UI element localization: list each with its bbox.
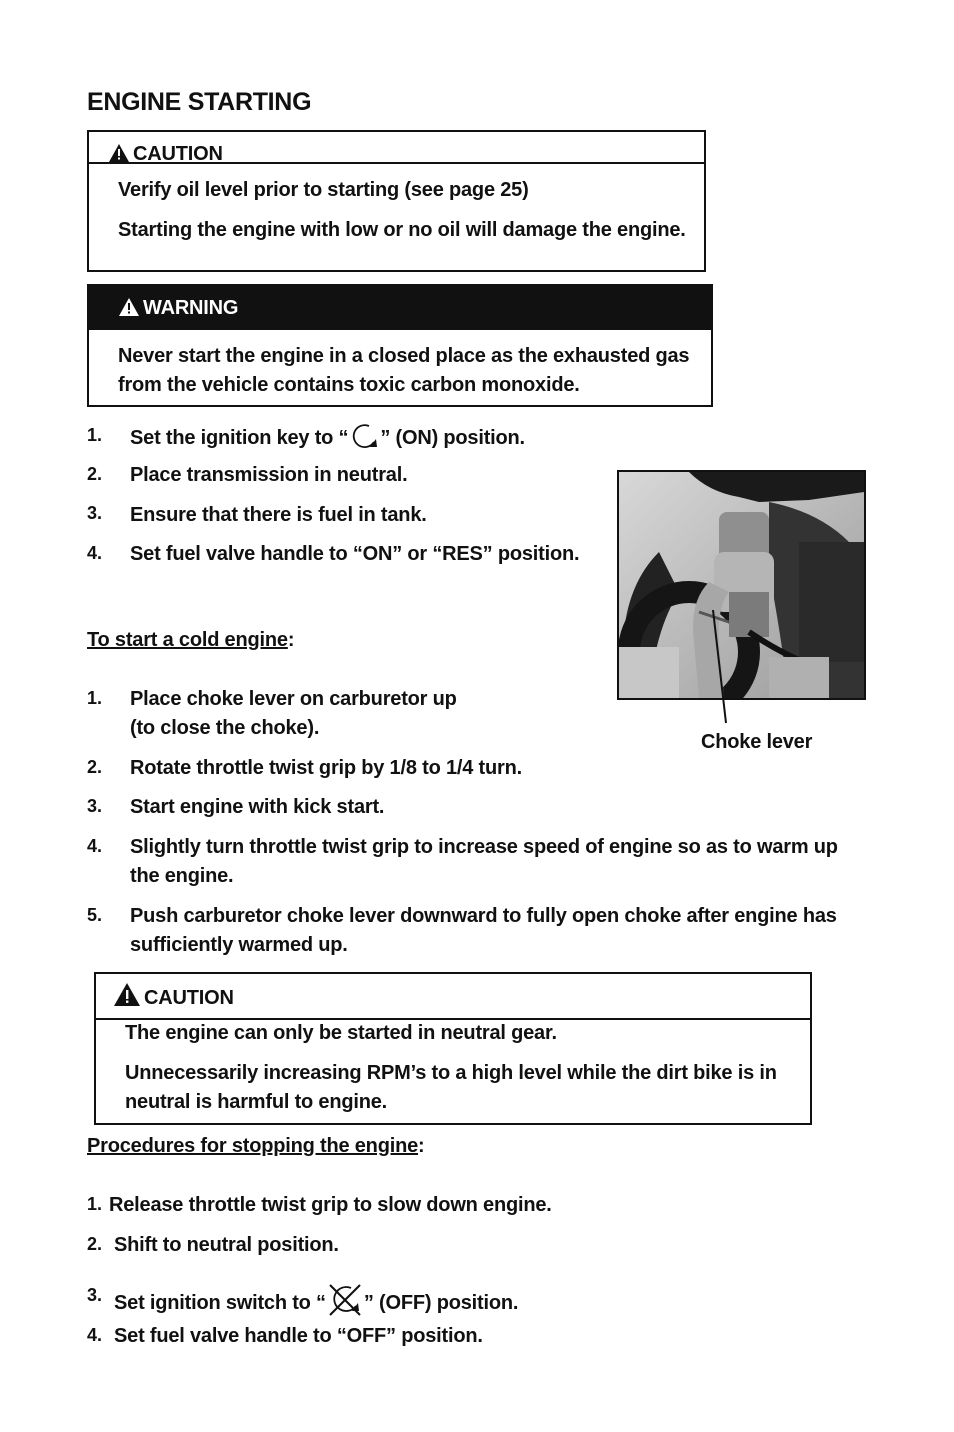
- warning-triangle-icon: [119, 298, 139, 316]
- step-text-post: ” (ON) position.: [380, 427, 525, 449]
- warning-line: Never start the engine in a closed place as the exhausted gas: [118, 345, 690, 367]
- step-text-line: Slightly turn throttle twist grip to increase speed of engine so as to warm up: [130, 836, 838, 858]
- step-text: Start engine with kick start.: [130, 796, 385, 818]
- step-number: 3.: [87, 503, 103, 523]
- caution-box-neutral: [94, 972, 812, 1125]
- step-text: [114, 1282, 518, 1318]
- step-text-line: Place choke lever on carburetor up: [130, 688, 457, 710]
- warning-box: [87, 284, 713, 407]
- step-text: Shift to neutral position.: [114, 1234, 339, 1256]
- warning-triangle-icon: [109, 144, 129, 162]
- step-text: [130, 902, 837, 960]
- step-text-pre: Set the ignition key to “: [130, 427, 349, 449]
- step-text: [130, 833, 838, 891]
- step-text: Release throttle twist grip to slow down engine.: [109, 1194, 552, 1216]
- page-title: ENGINE STARTING: [87, 88, 312, 116]
- ignition-on-icon: [349, 421, 379, 451]
- step-text-line: (to close the choke).: [130, 717, 320, 739]
- step-text: Ensure that there is fuel in tank.: [130, 504, 427, 526]
- heading-colon: :: [287, 629, 295, 651]
- step-number: 5.: [87, 905, 103, 925]
- warning-label: WARNING: [143, 297, 239, 319]
- step-number: 2.: [87, 757, 103, 777]
- step-text: Rotate throttle twist grip by 1/8 to 1/4 turn.: [130, 757, 522, 779]
- step-text-line: the engine.: [130, 865, 234, 887]
- step-number: 1.: [87, 688, 103, 708]
- caution-line: Verify oil level prior to starting (see page 25): [118, 179, 529, 201]
- step-text-pre: Set ignition switch to “: [114, 1292, 326, 1314]
- cold-engine-heading-text: To start a cold engine: [87, 629, 288, 651]
- carburetor-photo: [617, 470, 866, 700]
- caution-line: neutral is harmful to engine.: [125, 1091, 388, 1113]
- caution-line: Starting the engine with low or no oil will damage the engine.: [118, 219, 686, 241]
- step-text-line: sufficiently warmed up.: [130, 934, 348, 956]
- step-number: 4.: [87, 1325, 103, 1345]
- step-number: 3.: [87, 796, 103, 816]
- step-text: Set fuel valve handle to “OFF” position.: [114, 1325, 483, 1347]
- caution-box-oil: [87, 130, 706, 272]
- photo-caption: Choke lever: [701, 731, 813, 753]
- caution-line: Unnecessarily increasing RPM’s to a high level while the dirt bike is in: [125, 1062, 777, 1084]
- step-number: 2.: [87, 464, 103, 484]
- heading-colon: :: [418, 1135, 425, 1157]
- caution-line: The engine can only be started in neutral gear.: [125, 1022, 557, 1044]
- step-number: 2.: [87, 1234, 103, 1254]
- choke-lever-pointer-line: [705, 605, 735, 725]
- step-text: [130, 421, 525, 453]
- warning-header: [89, 286, 711, 330]
- step-text: Place transmission in neutral.: [130, 464, 408, 486]
- step-number: 4.: [87, 543, 103, 563]
- step-text-line: Push carburetor choke lever downward to fully open choke after engine has: [130, 905, 837, 927]
- step-text-post: ” (OFF) position.: [363, 1292, 519, 1314]
- step-number: 4.: [87, 836, 103, 856]
- caution-header: [96, 974, 810, 1020]
- stop-engine-heading-text: Procedures for stopping the engine: [87, 1135, 419, 1157]
- step-number: 1.: [87, 425, 103, 445]
- caution-label: CAUTION: [144, 987, 234, 1009]
- step-text: Set fuel valve handle to “ON” or “RES” position.: [130, 543, 580, 565]
- step-text: [130, 685, 457, 743]
- warning-line: from the vehicle contains toxic carbon monoxide.: [118, 374, 580, 396]
- caution-header: [89, 132, 704, 164]
- carburetor-photo-image: [619, 472, 864, 698]
- caution-label: CAUTION: [133, 143, 223, 165]
- warning-triangle-icon: [114, 983, 140, 1006]
- stop-engine-heading: [87, 1132, 424, 1161]
- cold-engine-heading: [87, 626, 294, 655]
- ignition-off-icon: [327, 1282, 363, 1316]
- step-number: 3.: [87, 1285, 103, 1305]
- step-number: 1.: [87, 1194, 103, 1214]
